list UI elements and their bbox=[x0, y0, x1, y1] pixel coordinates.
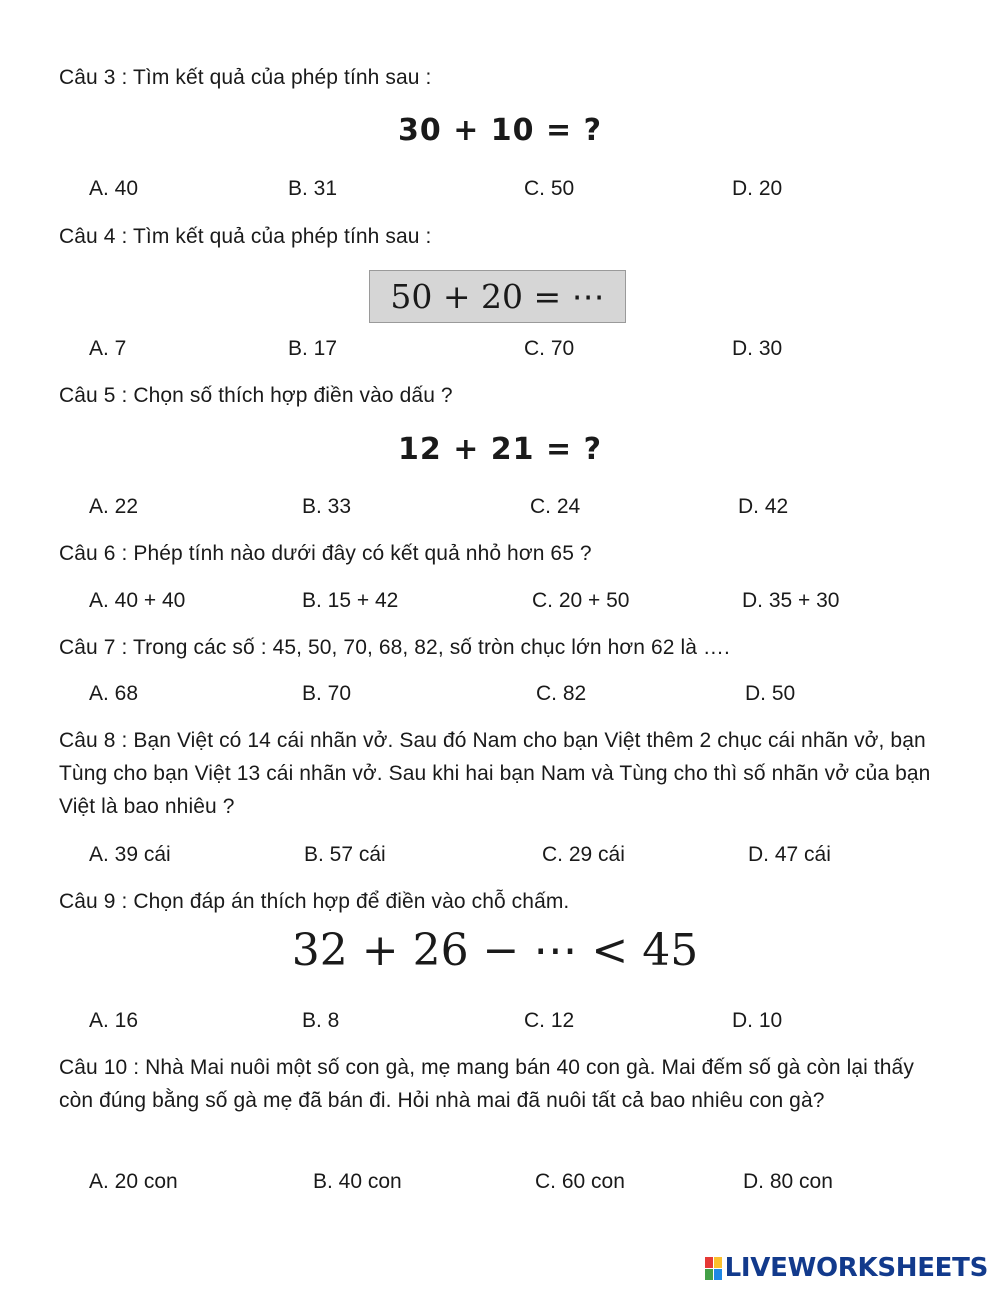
question-10-option-d[interactable]: D. 80 con bbox=[743, 1170, 833, 1193]
question-4-text: Câu 4 : Tìm kết quả của phép tính sau : bbox=[59, 225, 432, 248]
question-5-text: Câu 5 : Chọn số thích hợp điền vào dấu ? bbox=[59, 384, 453, 407]
question-9-text: Câu 9 : Chọn đáp án thích hợp để điền vào chỗ chấm. bbox=[59, 890, 570, 913]
question-5-option-c[interactable]: C. 24 bbox=[530, 495, 581, 518]
liveworksheets-logo-icon bbox=[705, 1257, 722, 1280]
question-3-option-b[interactable]: B. 31 bbox=[288, 177, 338, 200]
logo-square-icon bbox=[714, 1257, 722, 1268]
question-6-option-a[interactable]: A. 40 + 40 bbox=[89, 589, 186, 612]
question-9-expression: 32 + 26 − ⋯ < 45 bbox=[291, 925, 699, 976]
question-6-option-b[interactable]: B. 15 + 42 bbox=[302, 589, 399, 612]
question-4-option-c[interactable]: C. 70 bbox=[524, 337, 575, 360]
question-10-option-b[interactable]: B. 40 con bbox=[313, 1170, 402, 1193]
question-7-option-c[interactable]: C. 82 bbox=[536, 682, 587, 705]
question-7-option-b[interactable]: B. 70 bbox=[302, 682, 352, 705]
question-7-text: Câu 7 : Trong các số : 45, 50, 70, 68, 82, số tròn chục lớn hơn 62 là …. bbox=[59, 636, 730, 659]
question-9-option-c[interactable]: C. 12 bbox=[524, 1009, 575, 1032]
question-3-option-c[interactable]: C. 50 bbox=[524, 177, 575, 200]
question-4-option-a[interactable]: A. 7 bbox=[89, 337, 127, 360]
liveworksheets-logo-text: LIVEWORKSHEETS bbox=[724, 1253, 988, 1283]
question-5-option-a[interactable]: A. 22 bbox=[89, 495, 139, 518]
question-8-option-d[interactable]: D. 47 cái bbox=[748, 843, 831, 866]
question-7-option-d[interactable]: D. 50 bbox=[745, 682, 796, 705]
question-10-text: Câu 10 : Nhà Mai nuôi một số con gà, mẹ mang bán 40 con gà. Mai đếm số gà còn lại thấy còn đúng bằng số gà mẹ đã bán đi. Hỏi nhà mai đã nuôi tất cả bao nhiêu con gà? bbox=[59, 1056, 914, 1112]
question-9-option-a[interactable]: A. 16 bbox=[89, 1009, 139, 1032]
question-10-option-a[interactable]: A. 20 con bbox=[89, 1170, 178, 1193]
question-3-text: Câu 3 : Tìm kết quả của phép tính sau : bbox=[59, 66, 432, 89]
question-5-option-d[interactable]: D. 42 bbox=[738, 495, 789, 518]
question-3-option-d[interactable]: D. 20 bbox=[732, 177, 783, 200]
question-6-option-d[interactable]: D. 35 + 30 bbox=[742, 589, 840, 612]
question-6-text: Câu 6 : Phép tính nào dưới đây có kết quả nhỏ hơn 65 ? bbox=[59, 542, 592, 565]
question-4-option-d[interactable]: D. 30 bbox=[732, 337, 783, 360]
logo-square-icon bbox=[705, 1257, 713, 1268]
question-8-option-c[interactable]: C. 29 cái bbox=[542, 843, 625, 866]
question-5-option-b[interactable]: B. 33 bbox=[302, 495, 352, 518]
question-8-option-b[interactable]: B. 57 cái bbox=[304, 843, 386, 866]
question-8-option-a[interactable]: A. 39 cái bbox=[89, 843, 171, 866]
question-6-option-c[interactable]: C. 20 + 50 bbox=[532, 589, 630, 612]
question-3-option-a[interactable]: A. 40 bbox=[89, 177, 139, 200]
question-4-option-b[interactable]: B. 17 bbox=[288, 337, 338, 360]
question-3-expression: 30 + 10 = ? bbox=[398, 113, 602, 148]
logo-square-icon bbox=[714, 1269, 722, 1280]
question-10-option-c[interactable]: C. 60 con bbox=[535, 1170, 625, 1193]
question-8-text: Câu 8 : Bạn Việt có 14 cái nhãn vở. Sau đó Nam cho bạn Việt thêm 2 chục cái nhãn vở, bạn Tùng cho bạn Việt 13 cái nhãn vở. Sau khi hai bạn Nam và Tùng cho thì số nhãn vở của bạn Việt là bao nhiêu ? bbox=[59, 729, 931, 818]
liveworksheets-logo bbox=[705, 1253, 988, 1283]
question-9-option-b[interactable]: B. 8 bbox=[302, 1009, 340, 1032]
question-4-expression: 50 + 20 = ⋯ bbox=[369, 270, 626, 323]
logo-square-icon bbox=[705, 1269, 713, 1280]
question-9-option-d[interactable]: D. 10 bbox=[732, 1009, 783, 1032]
question-7-option-a[interactable]: A. 68 bbox=[89, 682, 139, 705]
question-5-expression: 12 + 21 = ? bbox=[398, 432, 602, 467]
